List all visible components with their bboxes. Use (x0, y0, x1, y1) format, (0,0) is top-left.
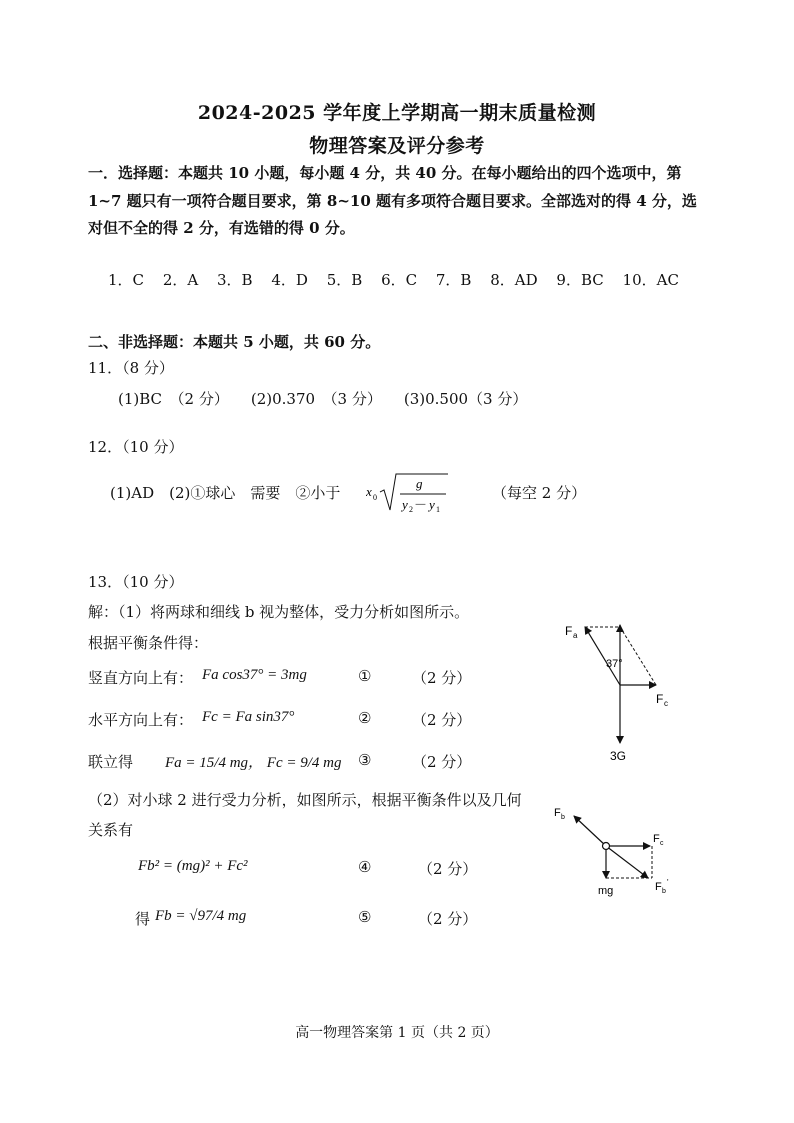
q12-formula (366, 470, 486, 520)
q13-label: 13．（10 分） (88, 573, 184, 591)
q13-row3-mark: ③ (358, 751, 372, 769)
label-fb: F (554, 807, 561, 819)
force-diagram-1 (560, 615, 680, 769)
q11-answers (118, 388, 527, 409)
dashed-line-side (620, 627, 656, 685)
q12-formula-svg (366, 470, 486, 516)
label-fa: F (565, 624, 573, 638)
label-fb-sub: b (561, 814, 565, 821)
q13-row2-score: （2 分） (412, 711, 472, 729)
force-fb-prime-arrow (606, 846, 648, 878)
label-fb-prime-sub: b (662, 888, 666, 895)
label-mg: mg (598, 885, 614, 897)
ball-2 (603, 843, 610, 850)
q13-eq4-mark: ④ (358, 858, 372, 876)
section1-heading-line1: 一．选择题：本题共 10 小题，每小题 4 分，共 40 分。在每小题给出的四个选项中，第 (88, 164, 682, 182)
section1-heading-line2: 1~7 题只有一项符合题目要求，第 8~10 题有多项符合题目要求。全部选对的得 4 分，选 (88, 192, 697, 210)
q12-note: （每空 2 分） (492, 484, 587, 502)
q13-row2-prefix: 水平方向上有： (88, 711, 194, 729)
label-fc-2: F (653, 833, 660, 845)
answer-4: 4．D (271, 271, 308, 289)
q13-row1-score: （2 分） (412, 669, 472, 687)
label-fc-2-sub: c (660, 840, 664, 847)
q13-part2-line1: （2）对小球 2 进行受力分析，如图所示，根据平衡条件以及几何 (88, 791, 522, 809)
force-diagram-2 (548, 802, 678, 906)
q13-eq4-score: （2 分） (418, 860, 478, 878)
q11-part2: (2)0.370 （3 分） (250, 390, 382, 408)
q13-eq5-prefix: 得 (135, 910, 151, 928)
answer-1: 1．C (108, 271, 145, 289)
force-diagram-2-svg (548, 802, 678, 902)
q13-row2-mark: ② (358, 709, 372, 727)
label-fc: F (656, 692, 664, 706)
q13-row3-prefix: 联立得 (88, 753, 134, 771)
q13-eq5-formula: Fb = √97/4 mg (155, 908, 247, 924)
answer-3: 3．B (216, 271, 253, 289)
q12-num: g (416, 476, 423, 491)
q12-den-b-sub: 1 (436, 505, 440, 514)
answer-8: 8．AD (490, 271, 538, 289)
q13-row1-formula: Fa cos37° = 3mg (202, 667, 307, 683)
q13-part2-line2: 关系有 (88, 821, 134, 839)
q12-den-b: y (429, 497, 435, 512)
page-title: 2024-2025 学年度上学期高一期末质量检测 (197, 102, 597, 124)
label-fc-sub: c (664, 699, 668, 708)
q13-row3-score: （2 分） (412, 753, 472, 771)
q13-row1-prefix: 竖直方向上有： (88, 669, 194, 687)
answer-7: 7．B (435, 271, 472, 289)
section2-heading: 二、非选择题：本题共 5 小题，共 60 分。 (88, 333, 381, 351)
q12-coef: x (366, 484, 372, 499)
q12-minus: － (414, 497, 428, 512)
force-fa-arrow (585, 627, 620, 685)
q13-line1: 解：（1）将两球和细线 b 视为整体，受力分析如图所示。 (88, 603, 470, 621)
answer-2: 2．A (162, 271, 199, 289)
label-fb-prime: F (655, 881, 662, 893)
q13-row2-formula: Fc = Fa sin37° (202, 709, 295, 725)
answer-9: 9．BC (556, 271, 604, 289)
label-angle: 37° (606, 658, 623, 670)
label-fa-sub: a (573, 631, 578, 640)
page-footer: 高一物理答案第 1 页（共 2 页） (295, 1025, 499, 1041)
q13-row3-formula: Fa = 15/4 mg， Fc = 9/4 mg (165, 755, 342, 771)
q12-den-a-sub: 2 (409, 505, 413, 514)
q11-label: 11．（8 分） (88, 359, 174, 377)
q13-eq4-formula: Fb² = (mg)² + Fc² (138, 858, 248, 874)
q12-den-a: y (402, 497, 408, 512)
q11-part3: (3)0.500（3 分） (403, 390, 528, 408)
q13-row1-mark: ① (358, 667, 372, 685)
q13-line2: 根据平衡条件得： (88, 634, 209, 652)
page-subtitle: 物理答案及评分参考 (309, 135, 485, 157)
answer-5: 5．B (326, 271, 363, 289)
q12-answer-prefix: (1)AD (2)①球心 需要 ②小于 (110, 484, 341, 502)
force-diagram-1-svg (560, 615, 680, 765)
q13-eq5-mark: ⑤ (358, 908, 372, 926)
q11-part1: (1)BC （2 分） (118, 390, 229, 408)
choice-answers (108, 269, 693, 290)
label-fb-prime-mark: ' (667, 878, 669, 887)
q12-label: 12．（10 分） (88, 438, 184, 456)
section1-heading-line3: 对但不全的得 2 分，有选错的得 0 分。 (88, 219, 355, 237)
answer-6: 6．C (381, 271, 418, 289)
q12-coef-sub: 0 (373, 493, 377, 502)
force-fb-arrow (574, 816, 606, 846)
q13-eq5-score: （2 分） (418, 910, 478, 928)
label-3g: 3G (610, 749, 627, 763)
answer-10: 10．AC (622, 271, 679, 289)
